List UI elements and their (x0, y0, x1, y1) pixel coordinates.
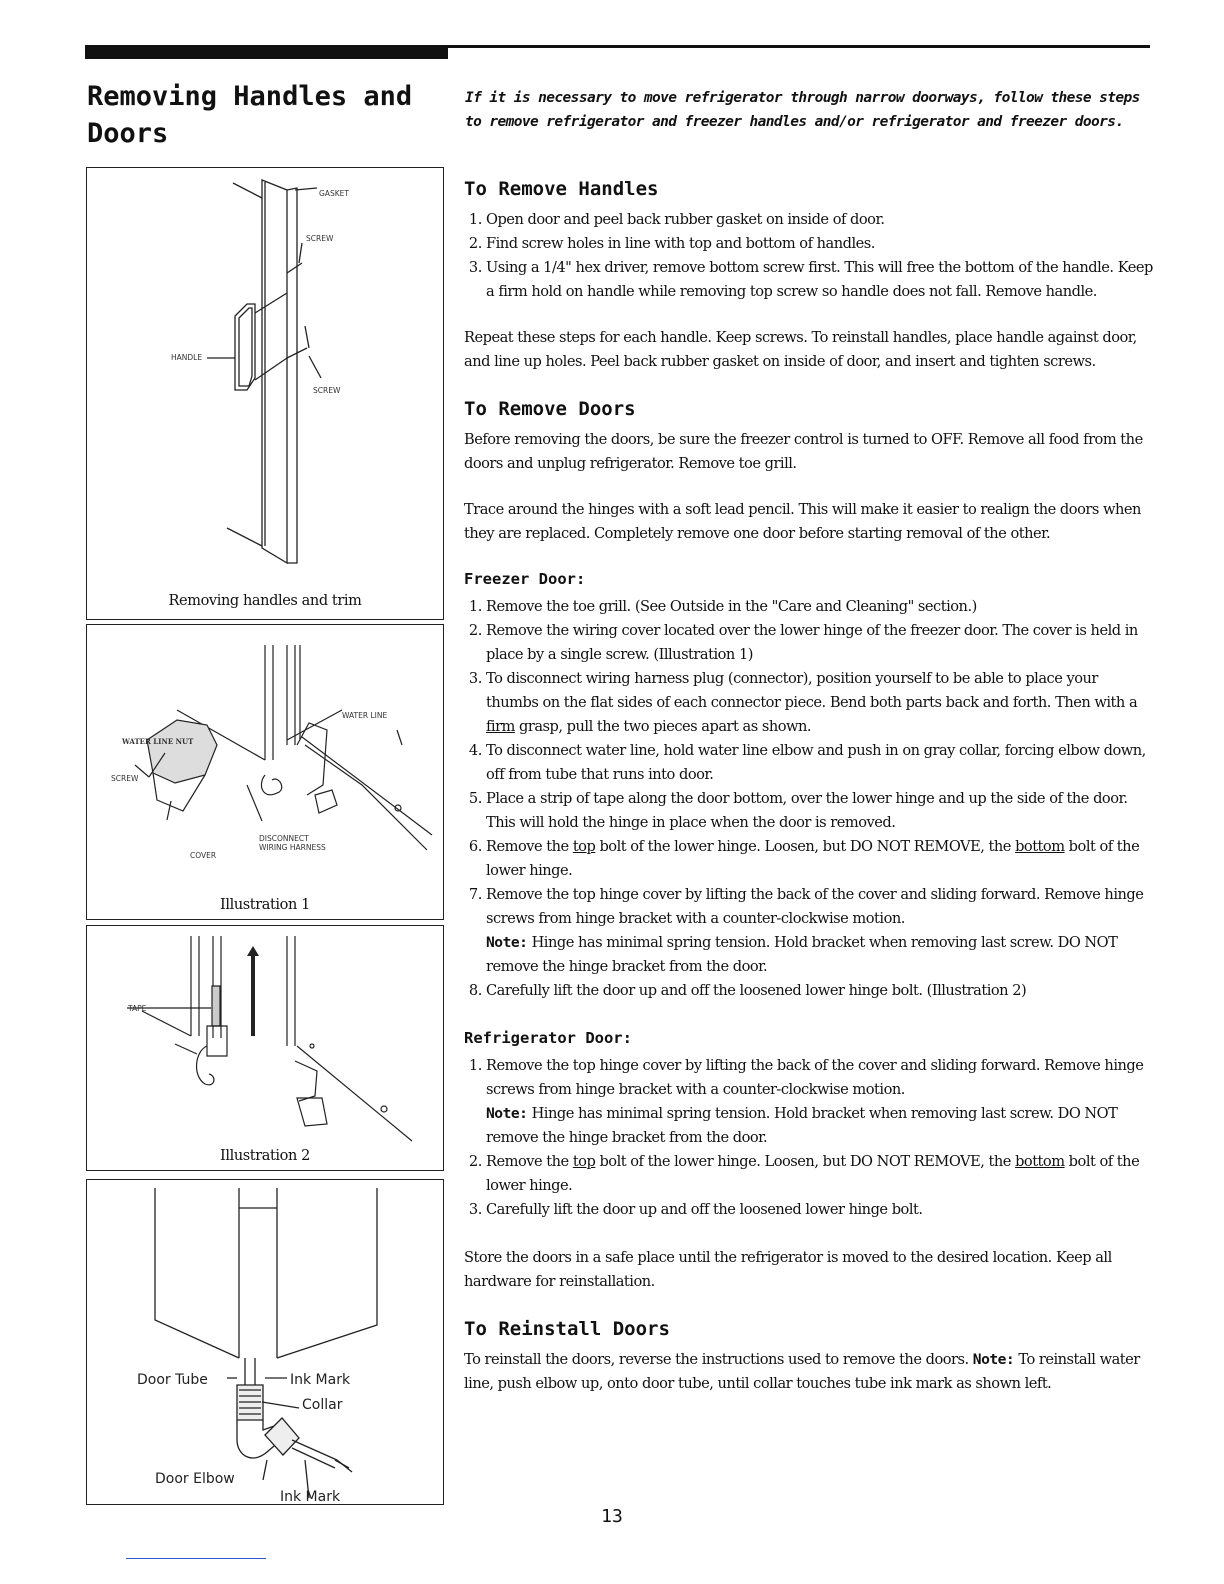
figure-caption: Illustration 1 (220, 897, 310, 913)
heading-reinstall-doors: To Reinstall Doors (464, 1318, 670, 1340)
step-text: To reinstall the doors, reverse the instructions used to remove the doors. (464, 1351, 973, 1368)
list-item: 5. Place a strip of tape along the door bottom, over the lower hinge and up the side of the door. This will hold the hinge in place when the door is removed. (486, 787, 1154, 835)
step-text: To reinstall water line, push elbow up, onto door tube, until collar touches tube ink mark as shown left. (464, 1351, 1140, 1392)
label-gasket: GASKET (319, 189, 349, 198)
freezer-steps (464, 595, 1154, 1003)
heading-remove-handles: To Remove Handles (464, 178, 659, 200)
step-emphasis: top (572, 838, 596, 855)
step-emphasis: firm (486, 718, 515, 735)
handles-repeat-text: Repeat these steps for each handle. Keep screws. To reinstall handles, place handle against door, and line up holes. Peel back rubber gasket on inside of door, and insert and tighten screws. (464, 329, 1137, 370)
label-screw: SCREW (111, 774, 139, 783)
tape-diagram (87, 926, 443, 1170)
figure-caption: Removing handles and trim (168, 593, 362, 609)
list-item (486, 883, 1154, 979)
footer-link-line (126, 1558, 266, 1559)
figure-caption: Illustration 2 (220, 1148, 310, 1164)
up-arrow-icon (247, 946, 259, 956)
label-screw-bottom: SCREW (313, 386, 341, 395)
figure-illustration-2 (86, 925, 444, 1171)
label-handle: HANDLE (171, 353, 203, 362)
step-text: Remove the (486, 1153, 573, 1170)
store-text: Store the doors in a safe place until the refrigerator is moved to the desired location. Keep all hardware for reinstallation. (464, 1249, 1112, 1290)
step-text: Hinge has minimal spring tension. Hold bracket when removing last screw. DO NOT remove the hinge bracket from the door. (486, 934, 1118, 975)
list-item: 2. Remove the wiring cover located over the lower hinge of the freezer door. The cover is held in place by a single screw. (Illustration 1) (486, 619, 1154, 667)
handle-steps (464, 208, 1154, 304)
step-text: grasp, pull the two pieces apart as shown. (514, 718, 812, 735)
list-item: 8. Carefully lift the door up and off the loosened lower hinge bolt. (Illustration 2) (486, 979, 1154, 1003)
reinstall-text (464, 1348, 1154, 1396)
doors-para-2: Trace around the hinges with a soft lead pencil. This will make it easier to realign the doors when they are replaced. Completely remove one door before starting removal of the other. (464, 501, 1141, 542)
step-text: Remove the top hinge cover by lifting the back of the cover and sliding forward. Remove hinge screws from hinge bracket with a counter-clockwise motion. (486, 1057, 1144, 1098)
page-number: 13 (601, 1506, 623, 1527)
step-text: Remove the (486, 838, 573, 855)
up-arrow-shaft (251, 956, 255, 1036)
list-item: 2. Find screw holes in line with top and bottom of handles. (486, 232, 1154, 256)
water-line-diagram (87, 1180, 443, 1504)
page-title: Removing Handles and Doors (87, 81, 413, 149)
step-text: bolt of the lower hinge. Loosen, but DO NOT REMOVE, the (595, 838, 1016, 855)
step-emphasis: bottom (1015, 1153, 1065, 1170)
list-item (486, 835, 1154, 883)
step-emphasis: bottom (1015, 838, 1065, 855)
intro-text: If it is necessary to move refrigerator through narrow doorways, follow these steps to remove refrigerator and freezer handles and/or refrigerator and freezer doors. (465, 90, 1140, 130)
figure-handles (86, 167, 444, 620)
list-item: 4. To disconnect water line, hold water line elbow and push in on gray collar, forcing elbow down, off from tube that runs into door. (486, 739, 1154, 787)
list-item: 3. Carefully lift the door up and off the loosened lower hinge bolt. (486, 1198, 1154, 1222)
heading-freezer-door: Freezer Door: (464, 570, 586, 588)
wiring-diagram (87, 625, 443, 919)
label-water-line-nut: WATER LINE NUT (122, 737, 194, 746)
step-text: Hinge has minimal spring tension. Hold bracket when removing last screw. DO NOT remove the hinge bracket from the door. (486, 1105, 1118, 1146)
refrigerator-steps (464, 1054, 1154, 1222)
list-item (486, 1150, 1154, 1198)
label-disconnect: DISCONNECT (259, 834, 309, 843)
label-door-tube: Door Tube (137, 1372, 208, 1388)
note-label: Note: (486, 934, 528, 951)
list-item: 3. Using a 1/4" hex driver, remove bottom screw first. This will free the bottom of the handle. Keep a firm hold on handle while removing top screw so handle does not fall. Remove handle. (486, 256, 1154, 304)
heading-refrigerator-door: Refrigerator Door: (464, 1029, 632, 1047)
step-text: bolt of the lower hinge. Loosen, but DO NOT REMOVE, the (595, 1153, 1016, 1170)
handle-diagram (87, 168, 443, 619)
figure-water-line (86, 1179, 444, 1505)
list-item (486, 1054, 1154, 1150)
label-cover: COVER (190, 851, 217, 860)
step-text: bolt of the lower hinge. (486, 1153, 1140, 1194)
label-collar: Collar (302, 1397, 343, 1413)
instructions-column (464, 176, 1154, 1406)
step-text: bolt of the lower hinge. (486, 838, 1140, 879)
label-water-line: WATER LINE (342, 711, 388, 720)
step-emphasis: top (572, 1153, 596, 1170)
label-ink-mark-top: Ink Mark (290, 1372, 351, 1388)
header-rule-thick (85, 45, 448, 59)
heading-remove-doors: To Remove Doors (464, 398, 636, 420)
figure-illustration-1 (86, 624, 444, 920)
note-label: Note: (972, 1351, 1015, 1368)
list-item: 1. Open door and peel back rubber gasket on inside of door. (486, 208, 1154, 232)
list-item: 1. Remove the toe grill. (See Outside in the "Care and Cleaning" section.) (486, 595, 1154, 619)
label-tape: TAPE (128, 1004, 147, 1013)
label-wiring-harness: WIRING HARNESS (259, 843, 326, 852)
doors-para-1: Before removing the doors, be sure the freezer control is turned to OFF. Remove all food from the doors and unplug refrigerator. Remove toe grill. (464, 431, 1143, 472)
header-rule-thin (448, 45, 1150, 48)
step-text: To disconnect wiring harness plug (connector), position yourself to be able to place your thumbs on the flat sides of each connector piece. Bend both parts back and forth. Then with a (486, 670, 1138, 711)
list-item (486, 667, 1154, 739)
label-ink-mark-bottom: Ink Mark (280, 1489, 341, 1504)
label-door-elbow: Door Elbow (155, 1471, 235, 1487)
step-text: Remove the top hinge cover by lifting the back of the cover and sliding forward. Remove hinge screws from hinge bracket with a counter-clockwise motion. (486, 886, 1144, 927)
note-label: Note: (486, 1105, 528, 1122)
label-screw-top: SCREW (306, 234, 334, 243)
